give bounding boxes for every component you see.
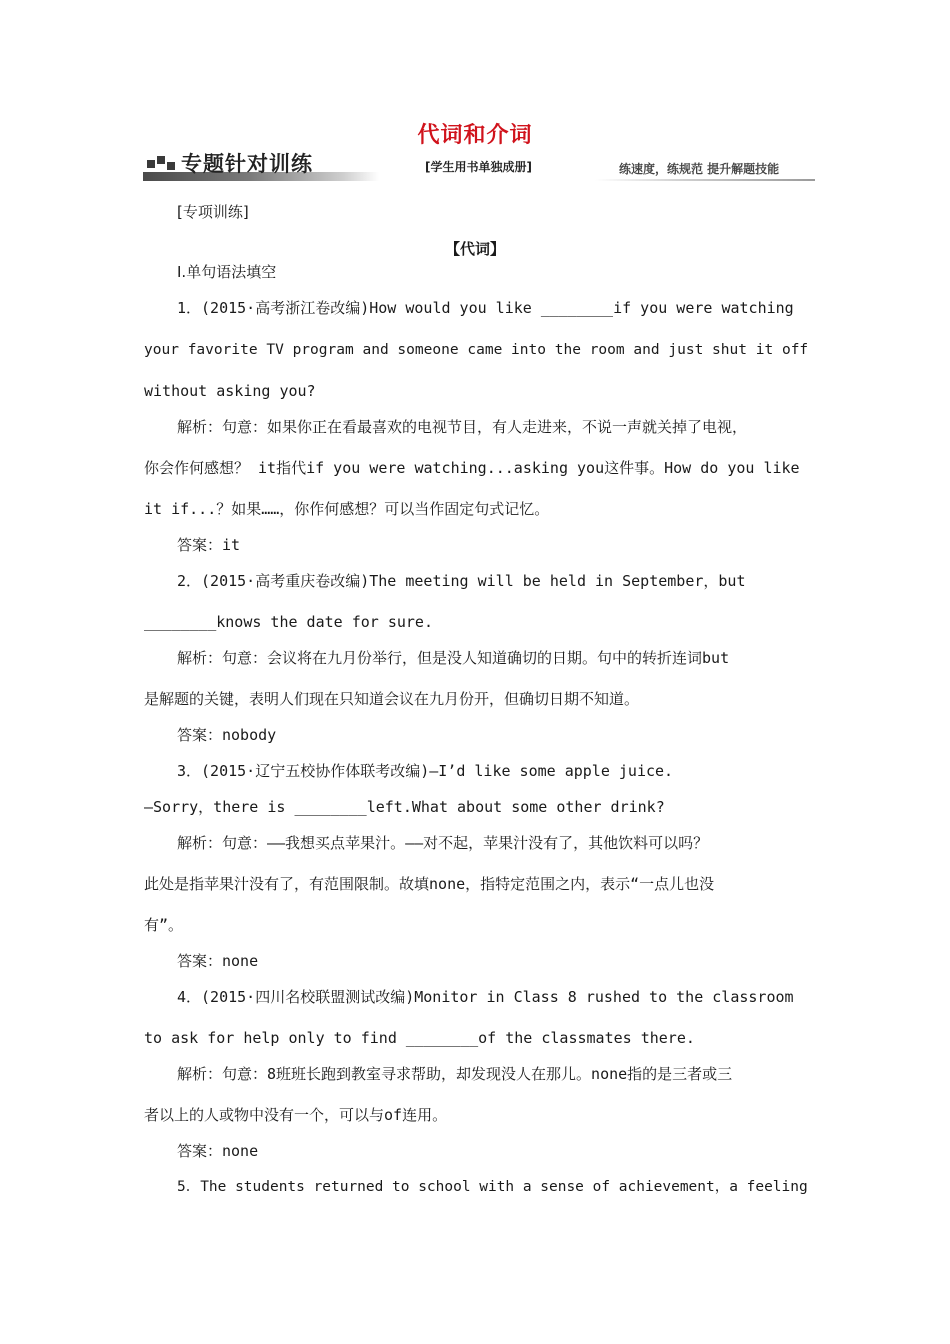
body-line: 答案：nobody bbox=[177, 726, 277, 744]
section-label: [专项训练] bbox=[177, 203, 249, 221]
body-line: 4．(2015·四川名校联盟测试改编)Monitor in Class 8 rushed to the classroom bbox=[177, 988, 794, 1006]
banner-rule bbox=[595, 179, 815, 181]
subsection-heading: 【代词】 bbox=[444, 240, 505, 258]
body-line: 1．(2015·高考浙江卷改编)How would you like ________if you were watching bbox=[177, 299, 794, 317]
body-line: 答案：none bbox=[177, 952, 259, 970]
document-title: 代词和介词 bbox=[417, 122, 533, 148]
body-line: to ask for help only to find ________of the classmates there. bbox=[144, 1029, 695, 1047]
body-line: 有”。 bbox=[144, 916, 184, 934]
body-line: —Sorry，there is ________left.What about some other drink? bbox=[144, 798, 665, 816]
body-line: 你会作何感想？ it指代if you were watching...asking you这件事。How do you like bbox=[144, 459, 800, 477]
body-line: 解析：句意：——我想买点苹果汁。——对不起，苹果汁没有了，其他饮料可以吗？ bbox=[177, 834, 709, 852]
body-line: 3．(2015·辽宁五校协作体联考改编)—I’d like some apple juice. bbox=[177, 762, 674, 780]
body-line: ________knows the date for sure. bbox=[144, 613, 433, 631]
body-line: 者以上的人或物中没有一个，可以与of连用。 bbox=[144, 1106, 448, 1124]
body-line: without asking you? bbox=[144, 382, 316, 400]
body-line: 此处是指苹果汁没有了，有范围限制。故填none，指特定范围之内，表示“一点儿也没 bbox=[144, 875, 715, 893]
body-line: 答案：it bbox=[177, 536, 241, 554]
banner-slogan: 练速度，练规范 提升解题技能 bbox=[619, 162, 780, 176]
body-line: 5．The students returned to school with a sense of achievement，a feeling bbox=[177, 1179, 808, 1195]
banner-note: [学生用书单独成册] bbox=[425, 160, 532, 174]
body-line: 解析：句意：8班班长跑到教室寻求帮助，却发现没人在那儿。none指的是三者或三 bbox=[177, 1065, 733, 1083]
banner-title: 专题针对训练 bbox=[181, 152, 313, 176]
body-line: 2．(2015·高考重庆卷改编)The meeting will be held in September，but bbox=[177, 572, 746, 590]
part-heading: Ⅰ.单句语法填空 bbox=[177, 263, 277, 281]
body-line: your favorite TV program and someone came into the room and just shut it off bbox=[144, 342, 809, 358]
body-line: 答案：none bbox=[177, 1142, 259, 1160]
section-banner bbox=[143, 148, 815, 188]
body-line: 解析：句意：如果你正在看最喜欢的电视节目，有人走进来，不说一声就关掉了电视， bbox=[177, 418, 748, 436]
body-line: 解析：句意：会议将在九月份举行，但是没人知道确切的日期。句中的转折连词but bbox=[177, 649, 730, 667]
body-line: it if...？如果……，你作何感想？可以当作固定句式记忆。 bbox=[144, 500, 550, 518]
body-line: 是解题的关键，表明人们现在只知道会议在九月份开，但确切日期不知道。 bbox=[144, 690, 640, 708]
